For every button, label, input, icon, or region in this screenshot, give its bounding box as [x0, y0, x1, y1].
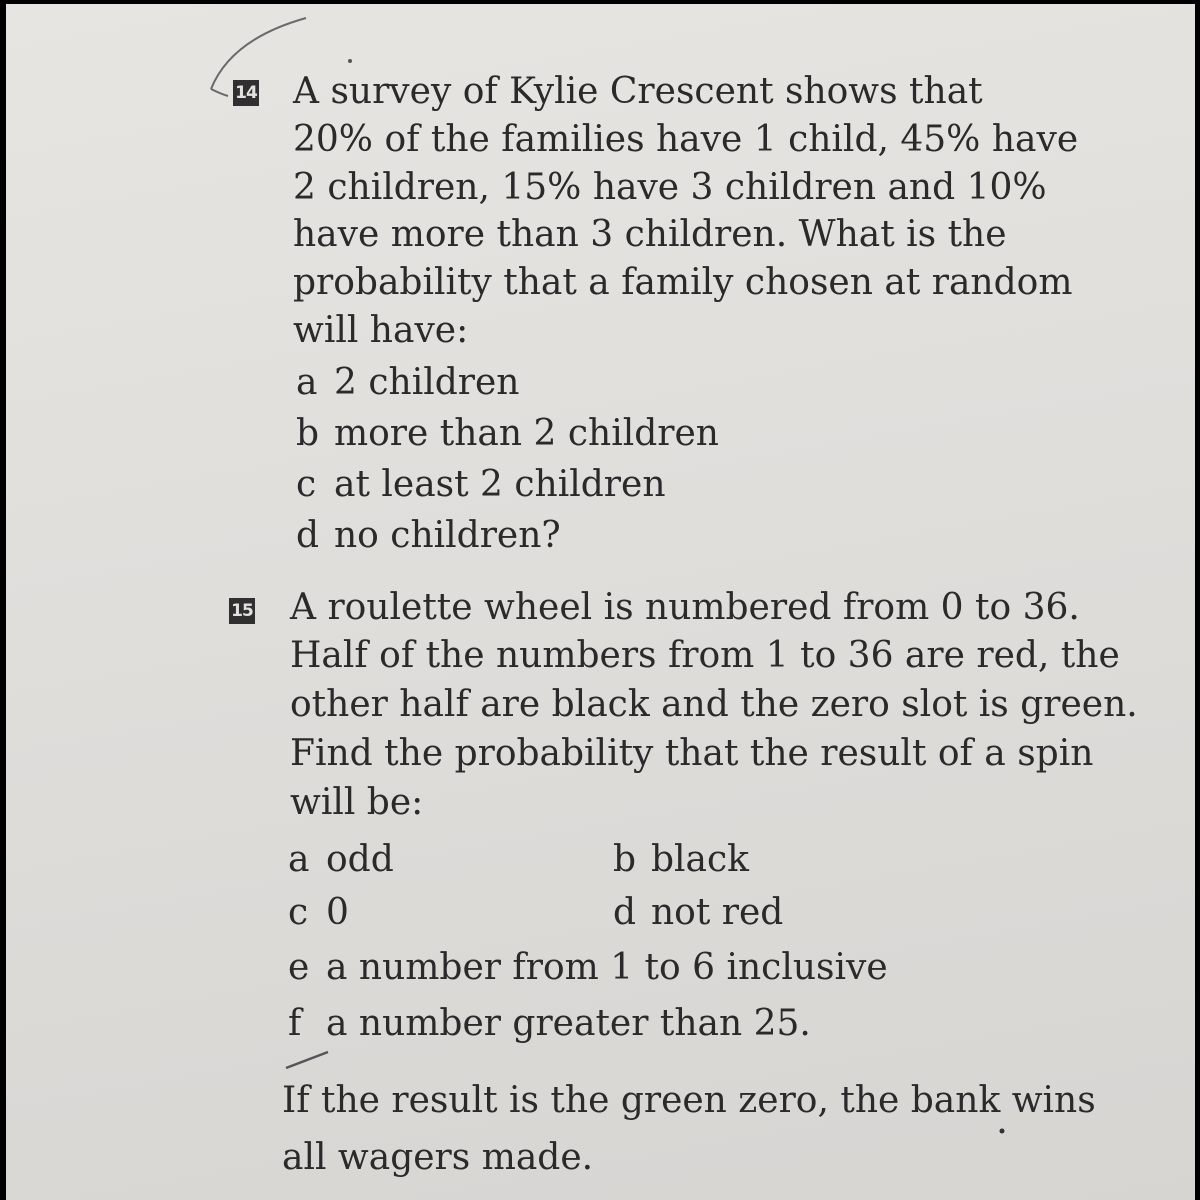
part-letter: d — [613, 892, 637, 933]
q14-line-5: probability that a family chosen at random — [293, 262, 1073, 303]
q14-part-c — [296, 461, 666, 509]
part-text: black — [651, 839, 749, 880]
q14-line-6: will have: — [293, 310, 469, 351]
part-letter: e — [288, 947, 310, 988]
part-letter: b — [296, 413, 320, 454]
question-number-badge: 15 — [229, 598, 255, 624]
q14-line-1: A survey of Kylie Crescent shows that — [293, 71, 983, 112]
part-letter: a — [296, 362, 318, 403]
part-text: no children? — [334, 515, 561, 556]
q14-part-b — [296, 410, 719, 458]
part-text: more than 2 children — [334, 413, 719, 454]
part-letter: b — [613, 839, 637, 880]
pencil-tick-15 — [286, 1052, 328, 1068]
part-text: a number greater than 25. — [326, 1003, 811, 1044]
textbook-page — [6, 4, 1195, 1200]
q15-part-f — [288, 1000, 811, 1048]
q14-line-3: 2 children, 15% have 3 children and 10% — [293, 167, 1047, 208]
part-letter: c — [296, 464, 317, 505]
q15-note-line-1: If the result is the green zero, the bank wins — [282, 1080, 1096, 1121]
q15-line-2: Half of the numbers from 1 to 36 are red, the — [290, 635, 1120, 676]
q14-line-4: have more than 3 children. What is the — [293, 214, 1007, 255]
q15-part-c — [288, 889, 349, 937]
part-text: a number from 1 to 6 inclusive — [326, 947, 888, 988]
q15-line-3: other half are black and the zero slot is green. — [290, 684, 1138, 725]
part-text: 0 — [326, 892, 349, 933]
part-letter: c — [288, 892, 309, 933]
q14-part-a — [296, 359, 519, 407]
q14-part-d — [296, 512, 561, 560]
question-number-badge: 14 — [233, 80, 259, 106]
pencil-tick-14 — [211, 18, 306, 89]
part-text: odd — [326, 839, 394, 880]
part-letter: a — [288, 839, 310, 880]
part-text: 2 children — [334, 362, 520, 403]
q15-part-d — [613, 889, 783, 937]
q15-line-1: A roulette wheel is numbered from 0 to 36. — [290, 587, 1080, 628]
part-letter: f — [288, 1003, 302, 1044]
part-text: not red — [651, 892, 784, 933]
q14-line-2: 20% of the families have 1 child, 45% have — [293, 119, 1079, 160]
part-letter: d — [296, 515, 320, 556]
q15-line-5: will be: — [290, 782, 424, 823]
part-text: at least 2 children — [334, 464, 666, 505]
q15-part-a — [288, 836, 394, 884]
q15-part-e — [288, 944, 888, 992]
q15-part-b — [613, 836, 749, 884]
q15-line-4: Find the probability that the result of a spin — [290, 733, 1094, 774]
q15-note-line-2: all wagers made. — [282, 1137, 594, 1178]
